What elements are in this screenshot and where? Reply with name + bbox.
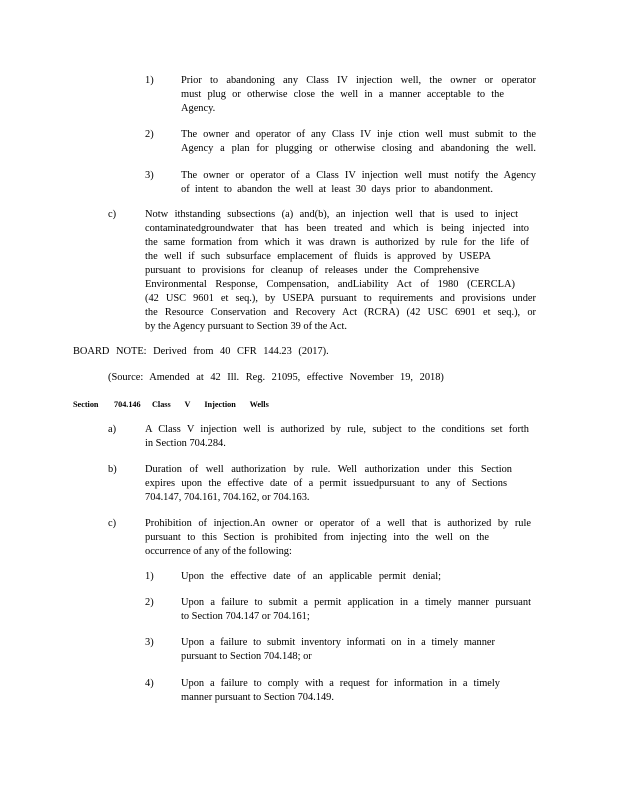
item-number: 2) [145, 597, 154, 608]
subsection-text: A Class V injection well is authorized by rule, subject to the conditions set forth in Section 704.284. [145, 424, 529, 449]
item-text: Upon the effective date of an applicable permit denial; [181, 571, 441, 582]
board-note: BOARD NOTE: Derived from 40 CFR 144.23 (2017). [73, 346, 329, 357]
item-number: 1) [145, 75, 154, 86]
item-number: 1) [145, 571, 154, 582]
section-title: Class V Injection Wells [152, 400, 269, 409]
item-text: Upon a failure to submit a permit application in a timely manner pursuant to Section 704.147 or 704.161; [181, 597, 531, 622]
item-text: The owner or operator of a Class IV injection well must notify the Agency of intent to abandon the well at least 30 days prior to abandonment. [181, 170, 536, 195]
item-text: Upon a failure to comply with a request for information in a timely manner pursuant to Section 704.149. [181, 678, 500, 703]
source-note: (Source: Amended at 42 Ill. Reg. 21095, effective November 19, 2018) [108, 372, 444, 383]
subsection-letter: b) [108, 464, 117, 475]
subsection-letter: c) [108, 518, 117, 529]
item-number: 3) [145, 170, 154, 181]
section-number: 704.146 [114, 400, 141, 409]
subsection-text: Notw ithstanding subsections (a) and(b), an injection well that is used to inject contaminatedgroundwater that has been treated and which is being injected into the same formation from which it was drawn is authorized by rule for the life of the well if such subsurface emplacement of fluids is approved by USEPA pursuant to provisions for cleanup of releases under the Comprehensive Environmental Response, Compensation, andLiability Act of 1980 (CERCLA) (42 USC 9601 et seq.), by USEPA pursuant to requirements and provisions under the Resource Conservation and Recovery Act (RCRA) (42 USC 6901 et seq.), or by the Agency pursuant to Section 39 of the Act. [145, 209, 536, 332]
item-text: Prior to abandoning any Class IV injection well, the owner or operator must plug or otherwise close the well in a manner acceptable to the Agency. [181, 75, 536, 114]
item-text: Upon a failure to submit inventory informati on in a timely manner pursuant to Section 704.148; or [181, 637, 495, 662]
item-number: 2) [145, 129, 154, 140]
subsection-letter: c) [108, 209, 117, 220]
item-text: The owner and operator of any Class IV inje ction well must submit to the Agency a plan for plugging or otherwise closing and abandoning the well. [181, 129, 536, 154]
subsection-text: Prohibition of injection.An owner or operator of a well that is authorized by rule pursuant to this Section is prohibited from injecting into the well on the occurrence of any of the following: [145, 518, 531, 557]
item-number: 4) [145, 678, 154, 689]
item-number: 3) [145, 637, 154, 648]
subsection-text: Duration of well authorization by rule. Well authorization under this Section expires upon the effective date of a permit issuedpursuant to any of Sections 704.147, 704.161, 704.162, or 704.163. [145, 464, 512, 503]
subsection-letter: a) [108, 424, 117, 435]
section-label: Section [73, 400, 99, 409]
